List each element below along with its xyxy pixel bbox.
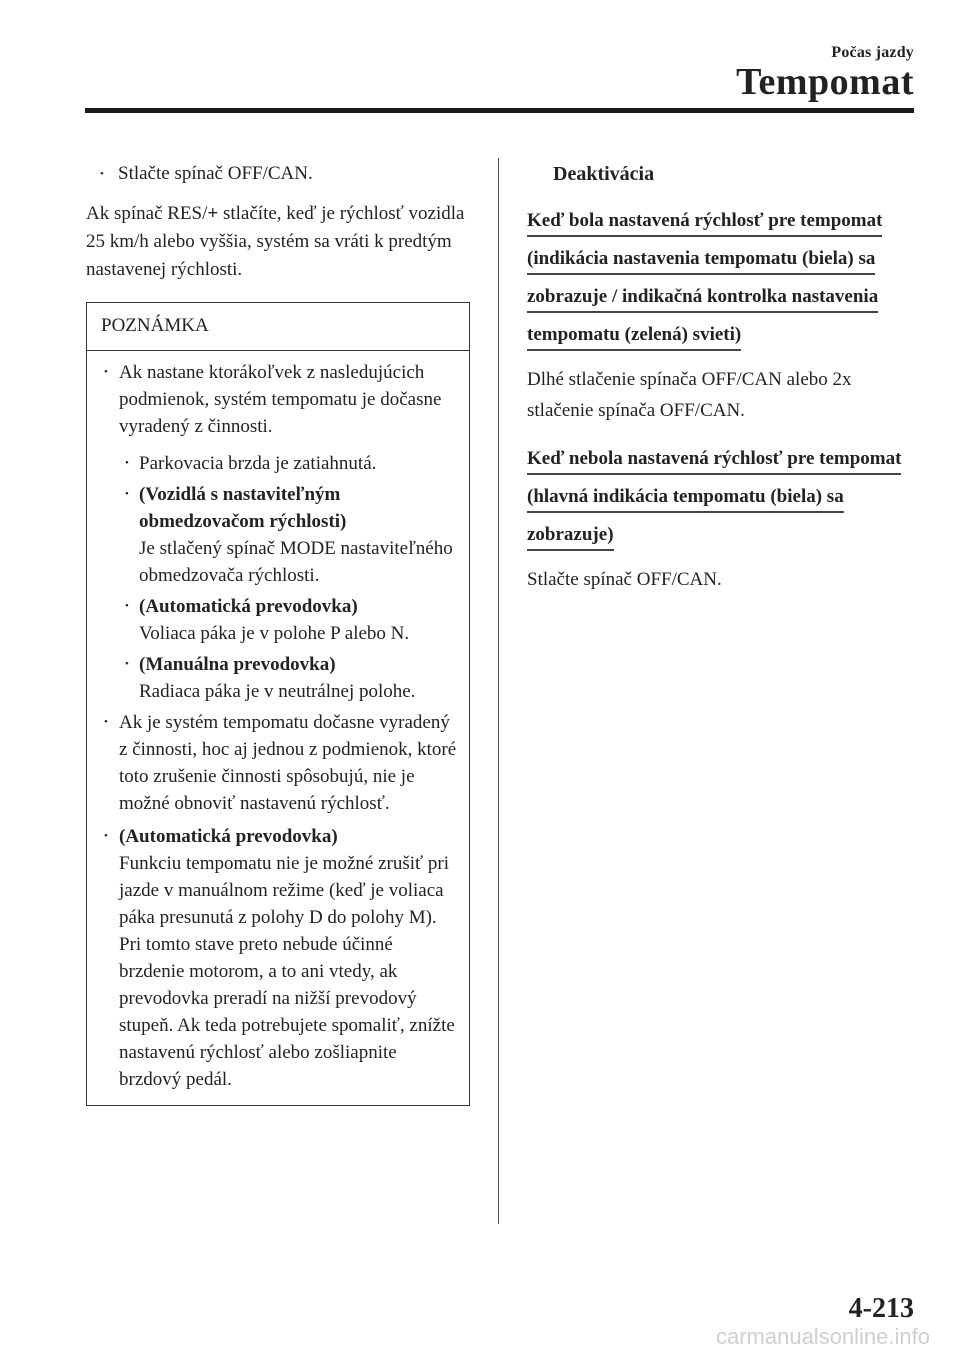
- section-header: Počas jazdy: [831, 44, 914, 61]
- subheading-set-speed-text: Keď bola nastavená rýchlosť pre tempomat (indikácia nastavenia tempomatu (biela) sa zobrazuje / indikačná kontrolka nastavenia tempomatu (zelená) svieti): [527, 210, 882, 351]
- note-sub-item-3-heading: (Automatická prevodovka): [139, 596, 358, 617]
- resume-paragraph-end: stlačíte, keď je rýchlosť vozidla 25 km/h alebo vyššia, systém sa vráti k predtým nastavenej rýchlosti.: [86, 203, 465, 280]
- paragraph-no-set-speed: Stlačte spínač OFF/CAN.: [527, 569, 722, 590]
- note-sub-item-4-heading: (Manuálna prevodovka): [139, 654, 336, 675]
- section-title: Deaktivácia: [553, 163, 655, 185]
- column-divider: [498, 158, 499, 1224]
- subheading-set-speed: [527, 202, 917, 354]
- resume-paragraph-start: Ak spínač RES/: [86, 203, 208, 224]
- note-body: [87, 351, 469, 1105]
- note-sub-item-2-text: Je stlačený spínač MODE nastaviteľného obmedzovača rýchlosti.: [139, 538, 453, 586]
- left-column: [86, 160, 470, 1106]
- paragraph-set-speed: Dlhé stlačenie spínača OFF/CAN alebo 2x stlačenie spínača OFF/CAN.: [527, 369, 852, 421]
- subheading-no-set-speed-text: Keď nebola nastavená rýchlosť pre tempomat (hlavná indikácia tempomatu (biela) sa zobrazuje): [527, 448, 901, 551]
- note-sub-item-3-text: Voliaca páka je v polohe P alebo N.: [139, 623, 410, 644]
- watermark: carmanualsonline.info: [715, 1324, 930, 1349]
- note-box: [86, 302, 470, 1106]
- resume-paragraph: [86, 200, 470, 284]
- page-title: Tempomat: [736, 61, 914, 103]
- page-number: 4-213: [848, 1293, 914, 1324]
- subheading-no-set-speed: [527, 440, 917, 554]
- note-sub-item-2: [87, 481, 459, 589]
- note-bullet-1: • Ak nastane ktorákoľvek z nasledujúcich podmienok, systém tempomatu je dočasne vyradený z činnosti.: [87, 359, 459, 440]
- header-rule: [85, 108, 914, 113]
- note-sub-item-4-text: Radiaca páka je v neutrálnej polohe.: [139, 681, 416, 702]
- instruction-bullet: • Stlačte spínač OFF/CAN.: [86, 160, 470, 188]
- note-bullet-2: • Ak je systém tempomatu dočasne vyradený z činnosti, hoc aj jednou z podmienok, ktoré toto zrušenie činnosti spôsobujú, nie je možné obnoviť nastavenú rýchlosť.: [87, 709, 459, 817]
- right-column: [527, 160, 917, 595]
- note-bullet-3-text: Funkciu tempomatu nie je možné zrušiť pri jazde v manuálnom režime (keď je voliaca páka presunutá z polohy D do polohy M). Pri tomto stave preto nebude účinné brzdenie motorom, a to ani vtedy, ak prevodovka preradí na nižší prevodový stupeň. Ak teda potrebujete spomaliť, znížte nastavenú rýchlosť alebo zošliapnite brzdový pedál.: [119, 853, 455, 1090]
- note-sub-item-2-heading: (Vozidlá s nastaviteľným obmedzovačom rýchlosti): [139, 484, 347, 532]
- note-sub-item-1: • Parkovacia brzda je zatiahnutá.: [87, 450, 459, 477]
- note-sub-item-4: [87, 651, 459, 705]
- note-sub-item-3: [87, 593, 459, 647]
- note-bullet-3: [87, 823, 459, 1093]
- note-title: POZNÁMKA: [87, 303, 469, 351]
- note-sublist: [87, 450, 459, 705]
- plus-icon: +: [207, 203, 219, 224]
- note-bullet-3-heading: (Automatická prevodovka): [119, 826, 338, 847]
